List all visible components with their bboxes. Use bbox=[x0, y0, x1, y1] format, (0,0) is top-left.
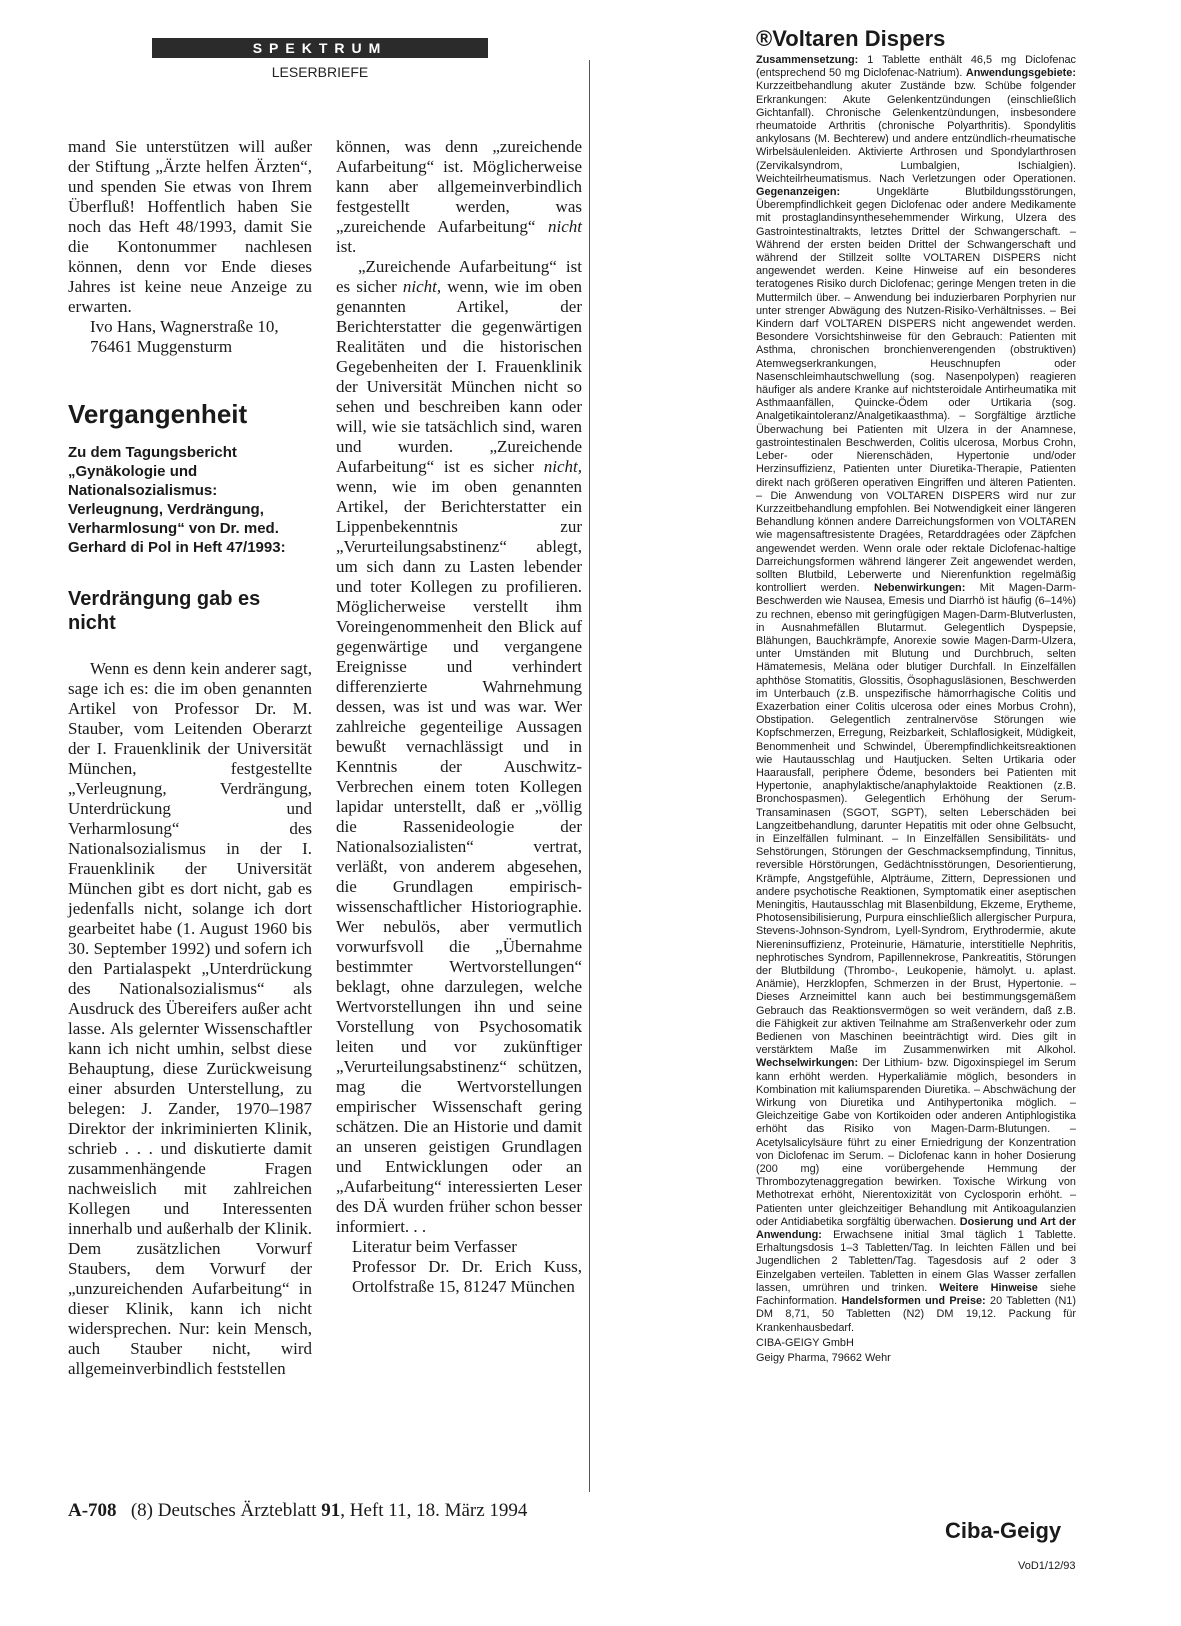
journal-ref: (8) Deutsches Ärzteblatt bbox=[130, 1500, 317, 1521]
text-run: können, was denn „zureichende Aufarbeitung“ ist. Möglicherweise kann aber allgemeinverbindlich festgestellt werden, was „zureichende Aufarbeitung“ bbox=[336, 137, 582, 236]
company-name: CIBA-GEIGY GmbH bbox=[756, 1336, 854, 1349]
emphasis: nicht, bbox=[543, 457, 582, 476]
page-number: A-708 bbox=[68, 1500, 117, 1521]
subsection-label: LESERBRIEFE bbox=[271, 64, 369, 80]
ad-text: Ungeklärte Blutbildungsstörungen, Überempfindlichkeit gegen Diclofenac oder andere Medikamente mit prostaglandinsynthesehemmender Wirkung, Ulzera des Gastrointestinaltrakts, letztes Drittel der Schwangerschaft. – Während der ersten beiden Drittel der Schwangerschaft und während der Stillzeit sollte VOLTAREN DISPERS nicht angewendet werden. Keine Hinweise auf ein besonderes teratogenes Risiko durch Diclofenac; geringe Mengen treten in die Muttermilch über. – Anwendung bei induzierbaren Porphyrien nur unter strenger Abwägung des Nutzen-Risiko-Verhältnisses. – Bei Kindern darf VOLTAREN DISPERS nicht angewendet werden. Besondere Vorsichtshinweise für den Gebrauch: Patienten mit Asthma, chronischen bronchienverengenden (obstruktiven) Atemwegserkrankungen, Heuschnupfen oder Nasenschleimhautschwellung (sog. Nasenpolypen) reagieren häufiger als andere Kranke auf nichtsteroidale Antirheumatika mit Asthmaanfällen, Quincke-Ödem oder Urtikaria (sog. Analgetikaintoleranz/Analgetikaasthma). – Sorgfältige ärztliche Überwachung bei Patienten mit Ulzera in der Anamnese, gastrointestinalen Beschwerden, Colitis ulcerosa, Morbus Crohn, Leber- oder Nierenschäden, Hypertonie und/oder Herzinsuffizienz, Patienten unter Diuretika-Therapie, Patienten direkt nach größeren operativen Eingriffen und älteren Patienten. – Die Anwendung von VOLTAREN DISPERS wird nur zur Kurzzeitbehandlung empfohlen. Bei Notwendigkeit einer längeren Behandlung können andere Darreichungsformen von VOLTAREN wie magensaftresistente Dragées, Retarddragées oder Zäpfchen angewendet werden. Wenn orale oder rektale Diclofenac-haltige Darreichungsformen während längerer Zeit angewendet werden, sollten Blutbild, Leberwerte und Nierenfunktion regelmäßig kontrolliert werden. bbox=[756, 186, 1076, 595]
emphasis: nicht, bbox=[402, 277, 442, 296]
ad-text: Mit Magen-Darm-Beschwerden wie Nausea, Emesis und Diarrhö ist häufig (6–14%) zu rechnen, ebenso mit geringfügigen Magen-Darm-Blutverlusten, in Ausnahmefällen Blutarmut. Gelegentlich Dyspepsie, Blähungen, Bauchkrämpfe, Anorexie sowie Magen-Darm-Ulzera, unter Umständen mit Blutung und Durchbruch, selten Hämatemesis, Meläna oder blutiger Durchfall. In Einzelfällen aphthöse Stomatitis, Glossitis, Ösophagusläsionen, Beschwerden im Unterbauch (z.B. unspezifische hämorrhagische Colitis und Exazerbation einer Colitis ulcerosa oder eines Morbus Crohn), Obstipation. Gelegentlich zentralnervöse Störungen wie Kopfschmerzen, Erregung, Reizbarkeit, Schlaflosigkeit, Müdigkeit, Benommenheit und Schwindel, Überempfindlichkeitsreaktionen wie Hautausschlag und Hautjucken. Selten Urtikaria oder Haarausfall, periphere Ödeme, besonders bei Patienten mit Hypertonie, anaphylaktische/anaphylaktoide Reaktionen (z.B. Bronchospasmen). Gelegentlich Erhöhung der Serum-Transaminasen (SGOT, SGPT), selten Leberschäden bei Langzeitbehandlung, darunter Hepatitis mit oder ohne Gelbsucht, in Einzelfällen fulminant. – In Einzelfällen Sensibilitäts- und Sehstörungen, Störungen der Geschmacksempfindung, Tinnitus, reversible Hörstörungen, Gedächtnisstörungen, Desorientierung, Krämpfe, Angstgefühle, Alpträume, Zittern, Depressionen und andere psychotische Reaktionen, Symptomatik einer aseptischen Meningitis, Hautausschlag mit Blasenbildung, Ekzeme, Erytheme, Photosensibilisierung, Purpura einschließlich allergischer Purpura, Stevens-Johnson-Syndrom, Lyell-Syndrom, Erythrodermie, akute Niereninsuffizienz, Proteinurie, Hämaturie, interstitielle Nephritis, nephrotisches Syndrom, Papillennekrose, Pankreatitis, Störungen der Blutbildung (Thrombo-, Leukopenie, hämolyt. u. aplast. Anämie), Herzklopfen, Schmerzen in der Brust, Hypertonie. – Dieses Arzneimittel kann auch bei bestimmungsgemäßem Gebrauch das Reaktionsvermögen so weit verändern, daß z.B. die Fähigkeit zur aktiven Teilnahme am Straßenverkehr oder zum Bedienen von Maschinen beeinträchtigt wird. Dies gilt in verstärktem Maße im Zusammenwirken mit Alkohol. bbox=[756, 582, 1076, 1057]
ad-heading: Dosierung und Art der Anwendung: bbox=[756, 1215, 1076, 1242]
ad-heading: Anwendungsgebiete: bbox=[965, 67, 1076, 80]
ad-heading: Handelsformen und Preise: bbox=[841, 1295, 986, 1308]
ad-code: VoD1/12/93 bbox=[1018, 1560, 1076, 1572]
article-paragraph bbox=[336, 257, 582, 1237]
article-paragraph: Wenn es denn kein anderer sagt, sage ich es: die im oben genannten Artikel von Professor Dr. M. Stauber, vom Leitenden Oberarzt der I. Frauenklinik der Universität München, festgestellte „Verleugnung, Verdrängung, Unterdrückung und Verharmlosung“ des Nationalsozialismus in der I. Frauenklinik der Universität München gibt es dort nicht, gab es jedenfalls nicht, solange ich dort gearbeitet habe (1. August 1960 bis 30. September 1992) und sofern ich den Partialaspekt „Unterdrückung des Nationalsozialismus“ als Ausdruck des Übereifers außer acht lasse. Als gelernter Wissenschaftler kann ich nicht umhin, selbst diese Behauptung, diese Zurückweisung einer absurden Unterstellung, zu belegen: J. Zander, 1970–1987 Direktor der inkriminierten Klinik, schrieb . . . und diskutierte damit zusammenhängende Fragen nachweislich mit zahlreichen Kollegen und Interessenten innerhalb und außerhalb der Klinik. Dem zusätzlichen Vorwurf Staubers, dem Vorwurf der „unzureichenden Aufarbeitung“ in dieser Klinik, kann ich nicht widersprechen. Nur: kein Mensch, auch Stauber nicht, wird allgemeinverbindlich feststellen bbox=[68, 659, 312, 1378]
ad-heading: Zusammensetzung: bbox=[756, 54, 859, 66]
ad-text: Kurzzeitbehandlung akuter Zustände bzw. Schübe folgender Erkrankungen: Akute Gelenkentzündungen (einschließlich Gichtanfall). Chronische Gelenkentzündungen, insbesondere rheumatoide Arthritis (chronische Polyarthritis). Spondylitis ankylosans (M. Bechterew) und andere entzündlich-rheumatische Wirbelsäulenleiden. Aktivierte Arthrosen und Spondylarthrosen (Zervikalsyndrom, Lumbalgien, Ischialgien). Weichteilrheumatismus. Nach Verletzungen oder Operationen. bbox=[756, 80, 1076, 185]
ad-text: 1 Tablette enthält 46,5 mg Diclofenac (entsprechend 50 mg Diclofenac-Natrium). bbox=[756, 54, 1076, 80]
ad-text: Der Lithium- bzw. Digoxinspiegel im Serum kann erhöht werden. Hyperkaliämie möglich, besonders in Kombination mit kaliumsparenden Diuretika. – Abschwächung der Wirkung von Diuretika und Antihypertonika möglich. – Gleichzeitige Gabe von Kortikoiden oder anderen Antiphlogistika erhöht das Risiko von Magen-Darm-Blutungen. – Acetylsalicylsäure führt zu einer Erniedrigung der Konzentration von Diclofenac im Serum. – Diclofenac kann in hoher Dosierung (200 mg) eine vorübergehende Hemmung der Thrombozytenaggregation bewirken. Toxische Wirkung von Methotrexat erhöht, Nierentoxizität von Cyclosporin erhöht. – Patienten unter gleichzeitiger Behandlung mit Antikoagulanzien oder Antidiabetika sorgfältig überwachen. bbox=[756, 1057, 1076, 1228]
middle-column bbox=[336, 137, 582, 1297]
ad-text: siehe Fachinformation. bbox=[756, 1281, 1076, 1308]
company-logo: Ciba-Geigy bbox=[945, 1518, 1062, 1543]
ad-title: ®Voltaren Dispers bbox=[756, 26, 946, 51]
letter-body: mand Sie unterstützen will außer der Stiftung „Ärzte helfen Ärzten“, und spenden Sie etwas von Ihrem Überfluß! Hoffentlich haben Sie noch das Heft 48/1993, damit Sie die Kontonummer nachlesen können, denn vor Ende dieses Jahres ist keine neue Anzeige zu erwarten. bbox=[68, 137, 312, 316]
letter-address: 76461 Muggensturm bbox=[90, 337, 233, 356]
text-run: wenn, wie im oben genannten Artikel, der Berichterstatter die gegenwärtigen Realitäten und die historischen Gegebenheiten der I. Frauenklinik der Universität München nicht so sehen und beschreiben kann oder will, wie sie tatsächlich sind, waren und wurden. „Zureichende Aufarbeitung“ ist es sicher bbox=[336, 277, 582, 476]
drug-advertisement bbox=[756, 26, 1076, 1365]
section-header: SPEKTRUM bbox=[152, 38, 488, 58]
ad-text: 20 Tabletten (N1) DM 8,71, 50 Tabletten (N2) DM 19,12. Packung für Krankenhausbedarf. bbox=[756, 1295, 1076, 1334]
column-divider bbox=[589, 60, 590, 1492]
article-paragraph bbox=[336, 137, 582, 257]
ad-heading: Nebenwirkungen: bbox=[873, 582, 966, 595]
text-run: „Zureichende Aufarbeitung“ ist es sicher bbox=[336, 257, 582, 296]
journal-volume: 91 bbox=[321, 1500, 341, 1521]
text-run: ist. bbox=[336, 237, 357, 256]
ad-text: Erwachsene initial 3mal täglich 1 Tablette. Erhaltungsdosis 1–3 Tabletten/Tag. In leichten Fällen und bei Jugendlichen 2 Tabletten/Tag. Tagesdosis auf 2 oder 3 Einzelgaben verteilen. Tabletten in einem Glas Wasser zerfallen lassen, umrühren und trinken. bbox=[756, 1229, 1076, 1294]
company-address: Geigy Pharma, 79662 Wehr bbox=[756, 1351, 891, 1364]
letter-author: Ivo Hans, Wagnerstraße 10, bbox=[90, 317, 279, 336]
article-title: Vergangenheit bbox=[68, 399, 248, 429]
ad-heading: Gegenanzeigen: bbox=[756, 186, 841, 199]
article-subtitle: Verdrängung gab es nicht bbox=[68, 588, 261, 634]
ad-body bbox=[756, 54, 1076, 1335]
text-run: wenn, wie im oben genannten Artikel, der Berichterstatter ein Lippenbekenntnis zur „Verurteilungsabstinenz“ ablegt, um sich dann zu Lasten lebender und toter Kollegen zu profilieren. Möglicherweise verstellt ihm Voreingenommenheit den Blick auf gegenwärtige und vergangene Ereignisse und verhindert differenzierte Wahrnehmung dessen, was ist und was war. Wer zahlreiche gegenteilige Aussagen bewußt vernachlässigt und in Kenntnis der Auschwitz-Verbrechen einem toten Kollegen lapidar unterstellt, daß er „völlig die Rassenideologie der Nationalsozialisten“ vertrat, verläßt, von anderem abgesehen, die Grundlagen empirisch-wissenschaftlicher Historiographie. Wer nebulös, aber vermutlich vorwurfsvoll die „Übernahme bestimmter Wertvorstellungen“ beklagt, ohne darzulegen, welche Wertvorstellungen ihn und seine Vorstellung von Psychosomatik leiten und vor zukünftiger „Verurteilungsabstinenz“ schützen, mag die Wertvorstellungen empirischer Wissenschaft gering schätzen. Die an Historie und damit an unseren geistigen Grundlagen und Entwicklungen oder an „Aufarbeitung“ interessierten Leser des DÄ wurden früher schon besser informiert. . . bbox=[336, 477, 582, 1236]
article-lead: Zu dem Tagungsbericht „Gynäkologie und Nationalsozialismus: Verleugnung, Verdrängung, Verharmlosung“ von Dr. med. Gerhard di Pol in Heft 47/1993: bbox=[68, 444, 286, 556]
journal-issue: , Heft 11, 18. März 1994 bbox=[340, 1500, 528, 1521]
literature-note: Literatur beim Verfasser bbox=[352, 1237, 517, 1256]
article-author: Professor Dr. Dr. Erich Kuss, Ortolfstraße 15, 81247 München bbox=[352, 1257, 582, 1296]
page-footer bbox=[68, 1500, 527, 1522]
emphasis: nicht bbox=[548, 217, 582, 236]
ad-heading: Wechselwirkungen: bbox=[756, 1057, 859, 1070]
ad-heading: Weitere Hinweise bbox=[939, 1281, 1038, 1294]
left-column bbox=[68, 137, 312, 1379]
